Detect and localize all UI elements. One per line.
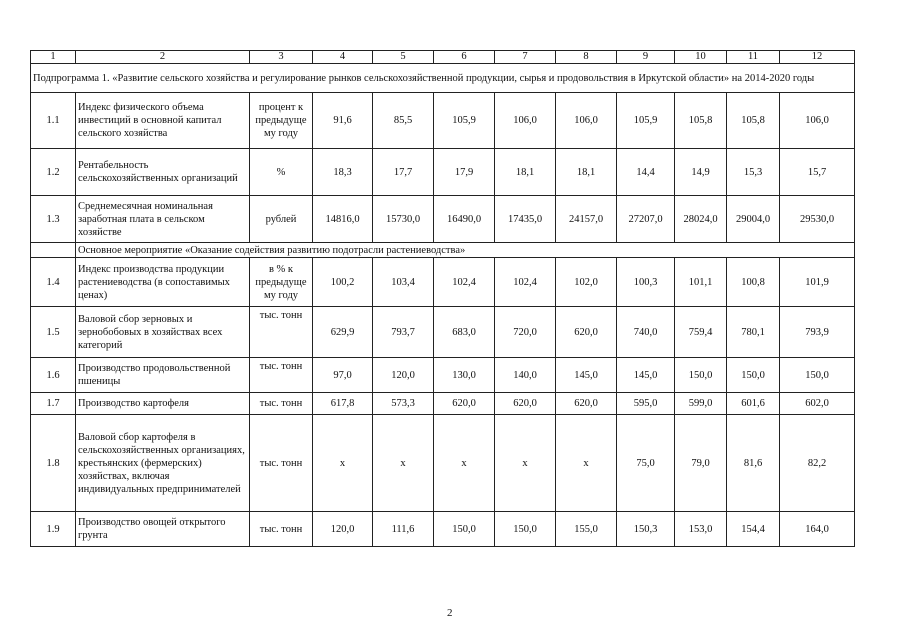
indicator-name: Валовой сбор зерновых и зернобобовых в хозяйствах всех категорий	[76, 307, 250, 358]
value-cell: х	[434, 415, 495, 512]
value-cell: 14,9	[675, 149, 727, 196]
value-cell: 105,9	[617, 93, 675, 149]
value-cell: 145,0	[617, 358, 675, 393]
value-cell: 683,0	[434, 307, 495, 358]
table-row	[31, 196, 855, 243]
value-cell: 150,0	[495, 512, 556, 547]
value-cell: 145,0	[556, 358, 617, 393]
unit-cell: %	[250, 149, 313, 196]
unit-cell: тыс. тонн	[250, 415, 313, 512]
value-cell: 150,0	[727, 358, 780, 393]
value-cell: х	[313, 415, 373, 512]
unit-cell: тыс. тонн	[250, 512, 313, 547]
value-cell: 153,0	[675, 512, 727, 547]
value-cell: 75,0	[617, 415, 675, 512]
column-number-row	[31, 51, 855, 64]
value-cell: 100,8	[727, 258, 780, 307]
value-cell: 150,0	[780, 358, 855, 393]
value-cell: 15730,0	[373, 196, 434, 243]
value-cell: 102,4	[495, 258, 556, 307]
value-cell: 106,0	[495, 93, 556, 149]
value-cell: 140,0	[495, 358, 556, 393]
value-cell: 18,1	[556, 149, 617, 196]
row-number: 1.9	[31, 512, 76, 547]
value-cell: 85,5	[373, 93, 434, 149]
indicator-name: Валовой сбор картофеля в сельскохозяйственных организациях, крестьянских (фермерских) хозяйствах, включая индивидуальных предпринимателей	[76, 415, 250, 512]
value-cell: 599,0	[675, 393, 727, 415]
main-event-row	[31, 243, 855, 258]
row-number: 1.2	[31, 149, 76, 196]
column-number: 3	[250, 51, 313, 64]
table-row	[31, 93, 855, 149]
value-cell: 29004,0	[727, 196, 780, 243]
column-number: 4	[313, 51, 373, 64]
value-cell: 111,6	[373, 512, 434, 547]
column-number: 7	[495, 51, 556, 64]
value-cell: 81,6	[727, 415, 780, 512]
indicator-name: Индекс производства продукции растениеводства (в сопоставимых ценах)	[76, 258, 250, 307]
value-cell: 793,7	[373, 307, 434, 358]
value-cell: 595,0	[617, 393, 675, 415]
value-cell: 793,9	[780, 307, 855, 358]
row-number: 1.5	[31, 307, 76, 358]
subprogram-title: Подпрограмма 1. «Развитие сельского хозяйства и регулирование рынков сельскохозяйственной продукции, сырья и продовольствия в Иркутской области» на 2014-2020 годы	[31, 64, 855, 93]
indicator-name: Производство овощей открытого грунта	[76, 512, 250, 547]
value-cell: 150,3	[617, 512, 675, 547]
indicator-name: Производство картофеля	[76, 393, 250, 415]
table-row	[31, 512, 855, 547]
column-number: 2	[76, 51, 250, 64]
value-cell: 100,3	[617, 258, 675, 307]
unit-cell: тыс. тонн	[250, 307, 313, 358]
subprogram-row	[31, 64, 855, 93]
value-cell: х	[495, 415, 556, 512]
value-cell: х	[373, 415, 434, 512]
value-cell: 130,0	[434, 358, 495, 393]
value-cell: 14816,0	[313, 196, 373, 243]
value-cell: 780,1	[727, 307, 780, 358]
table-row	[31, 415, 855, 512]
value-cell: 101,1	[675, 258, 727, 307]
table-row	[31, 307, 855, 358]
value-cell: 97,0	[313, 358, 373, 393]
value-cell: 18,1	[495, 149, 556, 196]
value-cell: 79,0	[675, 415, 727, 512]
value-cell: 155,0	[556, 512, 617, 547]
value-cell: 573,3	[373, 393, 434, 415]
value-cell: 17,7	[373, 149, 434, 196]
value-cell: 29530,0	[780, 196, 855, 243]
value-cell: 102,0	[556, 258, 617, 307]
unit-cell: тыс. тонн	[250, 358, 313, 393]
value-cell: 24157,0	[556, 196, 617, 243]
value-cell: 28024,0	[675, 196, 727, 243]
value-cell: 154,4	[727, 512, 780, 547]
value-cell: 105,8	[727, 93, 780, 149]
row-number: 1.3	[31, 196, 76, 243]
column-number: 12	[780, 51, 855, 64]
row-number: 1.1	[31, 93, 76, 149]
column-number: 11	[727, 51, 780, 64]
table-row	[31, 149, 855, 196]
unit-cell: в % к предыдуще му году	[250, 258, 313, 307]
value-cell: 27207,0	[617, 196, 675, 243]
value-cell: 102,4	[434, 258, 495, 307]
column-number: 10	[675, 51, 727, 64]
indicator-name: Рентабельность сельскохозяйственных организаций	[76, 149, 250, 196]
table-row	[31, 258, 855, 307]
value-cell: 720,0	[495, 307, 556, 358]
value-cell: 620,0	[556, 307, 617, 358]
value-cell: 101,9	[780, 258, 855, 307]
value-cell: 100,2	[313, 258, 373, 307]
row-number: 1.4	[31, 258, 76, 307]
value-cell: 620,0	[556, 393, 617, 415]
table-row	[31, 358, 855, 393]
unit-cell: процент к предыдуще му году	[250, 93, 313, 149]
value-cell: 150,0	[434, 512, 495, 547]
value-cell: 620,0	[495, 393, 556, 415]
value-cell: 740,0	[617, 307, 675, 358]
column-number: 9	[617, 51, 675, 64]
value-cell: 759,4	[675, 307, 727, 358]
value-cell: 105,9	[434, 93, 495, 149]
row-number: 1.8	[31, 415, 76, 512]
value-cell: 120,0	[313, 512, 373, 547]
value-cell: 103,4	[373, 258, 434, 307]
value-cell: 150,0	[675, 358, 727, 393]
value-cell: 629,9	[313, 307, 373, 358]
column-number: 8	[556, 51, 617, 64]
value-cell: 15,3	[727, 149, 780, 196]
row-number: 1.7	[31, 393, 76, 415]
indicators-table	[30, 50, 855, 547]
value-cell: 106,0	[556, 93, 617, 149]
value-cell: 601,6	[727, 393, 780, 415]
indicator-name: Производство продовольственной пшеницы	[76, 358, 250, 393]
value-cell: 18,3	[313, 149, 373, 196]
value-cell: 14,4	[617, 149, 675, 196]
unit-cell: тыс. тонн	[250, 393, 313, 415]
unit-cell: рублей	[250, 196, 313, 243]
value-cell: 17,9	[434, 149, 495, 196]
value-cell: 17435,0	[495, 196, 556, 243]
value-cell: 106,0	[780, 93, 855, 149]
row-number: 1.6	[31, 358, 76, 393]
table-row	[31, 393, 855, 415]
indicator-name: Среднемесячная номинальная заработная плата в сельском хозяйстве	[76, 196, 250, 243]
value-cell: 15,7	[780, 149, 855, 196]
column-number: 6	[434, 51, 495, 64]
document-sheet	[30, 50, 855, 547]
value-cell: 602,0	[780, 393, 855, 415]
value-cell: 91,6	[313, 93, 373, 149]
value-cell: 620,0	[434, 393, 495, 415]
value-cell: 164,0	[780, 512, 855, 547]
value-cell: 16490,0	[434, 196, 495, 243]
value-cell: х	[556, 415, 617, 512]
value-cell: 617,8	[313, 393, 373, 415]
page-number: 2	[447, 607, 453, 619]
column-number: 1	[31, 51, 76, 64]
empty-cell	[31, 243, 76, 258]
main-event-title: Основное мероприятие «Оказание содействия развитию подотрасли растениеводства»	[76, 243, 855, 258]
value-cell: 120,0	[373, 358, 434, 393]
value-cell: 105,8	[675, 93, 727, 149]
value-cell: 82,2	[780, 415, 855, 512]
indicator-name: Индекс физического объема инвестиций в основной капитал сельского хозяйства	[76, 93, 250, 149]
column-number: 5	[373, 51, 434, 64]
